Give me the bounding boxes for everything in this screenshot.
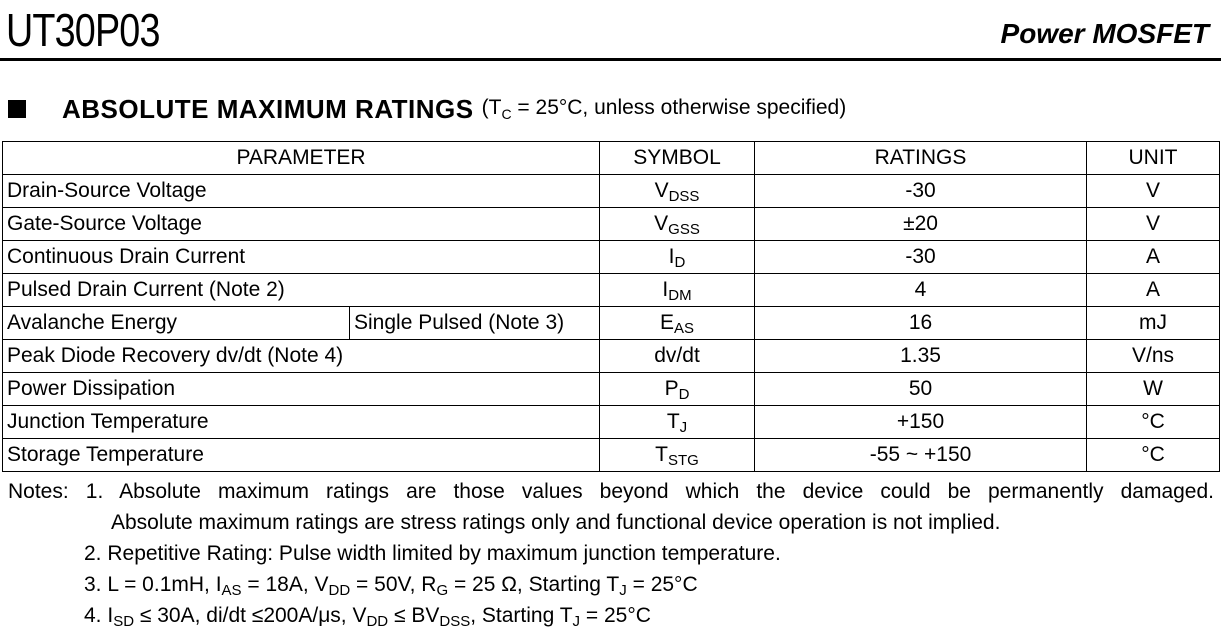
header-parameter: PARAMETER [3,142,600,175]
unit-cell: V [1087,208,1220,241]
note-4: 4. $I_{SD} \le 30A$, di/dt ≤200A/μs, $V_{DD} \le BV_{DSS}$, Starting $T_J = 25^\circ C$ [84,604,651,630]
rating-cell: 1.35 [755,340,1087,373]
parameter-cell: Peak Diode Recovery dv/dt (Note 4) [3,340,600,373]
header-rule [0,58,1221,61]
parameter-cell: Junction Temperature [3,406,600,439]
unit-cell: V [1087,175,1220,208]
rating-cell: -30 [755,175,1087,208]
rating-cell: 4 [755,274,1087,307]
symbol-cell: $I_D$ [600,241,755,274]
rating-cell: +150 [755,406,1087,439]
rating-cell: 50 [755,373,1087,406]
part-number: UT30P03 [6,4,160,56]
table-row [3,373,1220,406]
rating-cell: -30 [755,241,1087,274]
unit-cell: °C [1087,439,1220,472]
table-row [3,307,1220,340]
symbol-cell: $I_{DM}$ [600,274,755,307]
parameter-cell: Avalanche Energy [3,307,350,340]
unit-cell: A [1087,241,1220,274]
ratings-table [2,141,1220,472]
symbol-cell: dv/dt [600,340,755,373]
table-row [3,439,1220,472]
header-ratings: RATINGS [755,142,1087,175]
note-3: 3. L = 0.1mH, $I_{AS} = 18A$, $V_{DD} = 50V$, $R_G = 25$ Ω, Starting $T_J = 25^\circ C$ [84,573,698,599]
section-title: ABSOLUTE MAXIMUM RATINGS [62,93,474,124]
header-unit: UNIT [1087,142,1220,175]
note-2: 2. Repetitive Rating: Pulse width limited by maximum junction temperature. [84,542,781,565]
rating-cell: 16 [755,307,1087,340]
parameter-cell: Drain-Source Voltage [3,175,600,208]
symbol-cell: $V_{DSS}$ [600,175,755,208]
parameter-cell: Pulsed Drain Current (Note 2) [3,274,600,307]
rating-cell: -55 ~ +150 [755,439,1087,472]
notes-label: Notes: [8,480,69,503]
symbol-cell: $T_{STG}$ [600,439,755,472]
section-condition: ($T_C = 25^\circ C$, unless otherwise specified) [481,95,847,123]
table-row [3,406,1220,439]
table-row [3,340,1220,373]
rating-cell: ±20 [755,208,1087,241]
note-1-line-2: Absolute maximum ratings are stress ratings only and functional device operation is not implied. [111,511,1001,534]
note-1-line-1: Notes: 1. Absolute maximum ratings are those values beyond which the device could be permanently damaged. [8,480,1214,503]
table-row [3,175,1220,208]
table-header-row [3,142,1220,175]
page-header [0,0,1221,62]
parameter-cell: Storage Temperature [3,439,600,472]
table-row [3,274,1220,307]
parameter-cell: Continuous Drain Current [3,241,600,274]
condition-cell: Single Pulsed (Note 3) [350,307,600,340]
unit-cell: mJ [1087,307,1220,340]
unit-cell: A [1087,274,1220,307]
symbol-cell: $T_J$ [600,406,755,439]
unit-cell: V/ns [1087,340,1220,373]
symbol-cell: $P_D$ [600,373,755,406]
parameter-cell: Gate-Source Voltage [3,208,600,241]
symbol-cell: $E_{AS}$ [600,307,755,340]
parameter-cell: Power Dissipation [3,373,600,406]
square-bullet-icon [8,100,26,118]
notes-block [8,476,1214,631]
table-row [3,241,1220,274]
symbol-cell: $V_{GSS}$ [600,208,755,241]
unit-cell: °C [1087,406,1220,439]
product-type: Power MOSFET [1000,18,1209,49]
table-row [3,208,1220,241]
unit-cell: W [1087,373,1220,406]
section-heading [8,92,846,126]
header-symbol: SYMBOL [600,142,755,175]
